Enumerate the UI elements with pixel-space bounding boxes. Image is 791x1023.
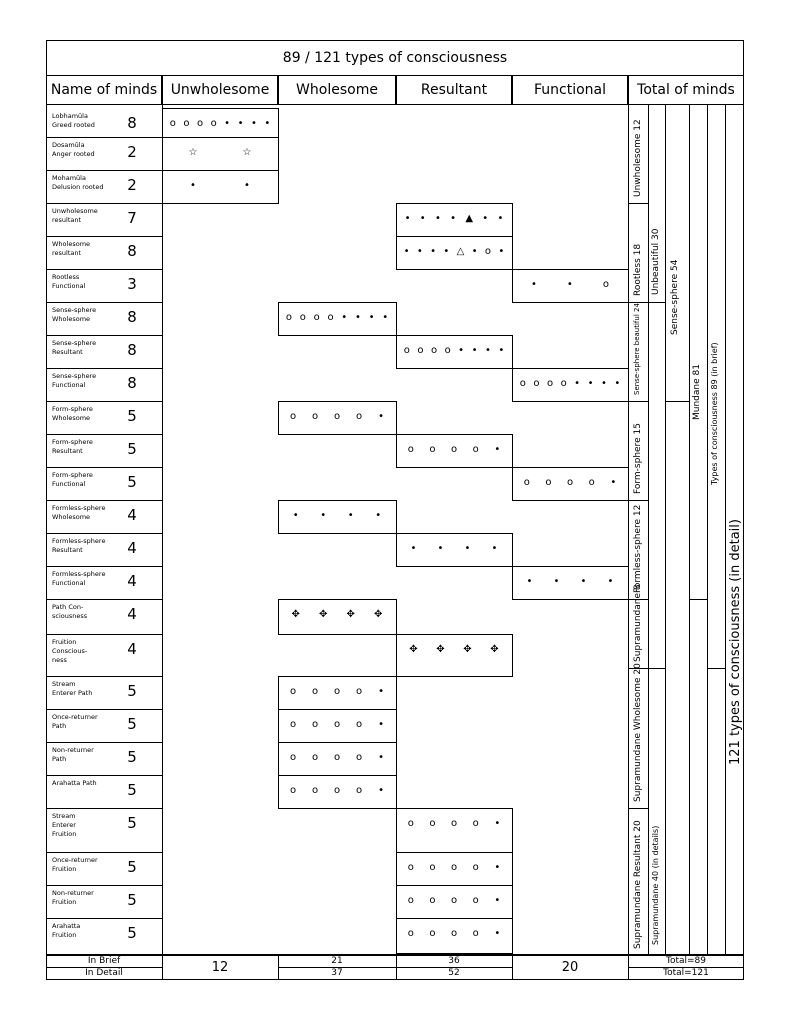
symbol-icon: • — [378, 752, 384, 763]
row-name-line: Form-sphere — [52, 471, 93, 479]
header-resultant: Resultant — [396, 75, 512, 105]
footer-in-brief-label: In Brief — [87, 956, 121, 966]
symbol-icon: o — [472, 444, 479, 455]
symbol-icon: • — [368, 312, 375, 323]
row-name-line: Formless-sphere — [52, 504, 106, 512]
footer-resultant-brief: 36 — [448, 956, 460, 966]
symbol-icon: o — [519, 378, 526, 389]
row-name-line: Functional — [52, 381, 86, 389]
group-label-supramundane: Supramundane 40 (in details) — [651, 825, 660, 945]
symbol-icon: • — [526, 576, 533, 587]
row-count: 4 — [127, 640, 137, 658]
symbol-icon: • — [471, 345, 478, 356]
symbol-icon: o — [334, 785, 341, 796]
row-count: 5 — [127, 473, 137, 491]
symbol-icon: • — [614, 378, 621, 389]
symbol-icon: o — [588, 477, 595, 488]
row-count: 5 — [127, 407, 137, 425]
symbol-icon: ▲ — [465, 213, 474, 224]
symbol-icon: • — [237, 118, 244, 129]
footer-total-detail: Total=121 — [663, 968, 709, 978]
row-count: 5 — [127, 814, 137, 832]
row-name-line: Greed rooted — [52, 121, 95, 129]
symbol-icon: o — [289, 719, 297, 730]
row-name-line: Path — [52, 722, 67, 730]
row-count: 8 — [127, 242, 137, 260]
symbol-icon: o — [407, 818, 414, 829]
symbol-icon: • — [378, 411, 384, 422]
row-name-line: Arahatta — [52, 922, 81, 930]
symbol-icon: • — [382, 312, 389, 323]
symbol-icon: o — [567, 477, 574, 488]
row-name-line: Arahatta Path — [52, 779, 97, 787]
group-label-unbeautiful: Unbeautiful 30 — [651, 228, 661, 295]
symbol-icon: • — [464, 543, 471, 554]
symbol-icon: o — [334, 752, 341, 763]
symbol-icon: • — [437, 543, 444, 554]
symbol-icon: ✥ — [374, 609, 383, 620]
symbol-icon: o — [545, 477, 552, 488]
row-name-line: Resultant — [52, 546, 83, 554]
group-label-c1: Formless-sphere 12 — [633, 504, 643, 593]
symbol-icon: o — [196, 118, 204, 129]
row-name-line: Once-returner — [52, 856, 98, 864]
row-name-line: Stream — [52, 680, 76, 688]
symbol-icon: • — [494, 818, 501, 829]
symbol-icon: o — [183, 118, 190, 129]
symbol-icon: o — [356, 411, 363, 422]
row-name-line: Sense-sphere — [52, 339, 97, 347]
symbol-icon: • — [580, 576, 587, 587]
symbol-icon: • — [482, 213, 489, 224]
symbol-icon: o — [289, 752, 297, 763]
symbol-icon: ☆ — [188, 147, 198, 158]
symbol-icon: • — [450, 213, 457, 224]
symbol-icon: ✥ — [346, 609, 355, 620]
symbol-icon: o — [210, 118, 217, 129]
row-count: 8 — [127, 308, 137, 326]
symbol-icon: • — [354, 312, 361, 323]
row-count: 4 — [127, 572, 137, 590]
symbol-icon: • — [410, 543, 417, 554]
row-name-line: Stream — [52, 812, 76, 820]
symbol-icon: • — [494, 862, 501, 873]
header-name: Name of minds — [46, 75, 162, 105]
row-name-line: Sense-sphere — [52, 372, 97, 380]
row-name-line: resultant — [52, 249, 82, 257]
row-name-line: Fruition — [52, 638, 77, 646]
row-name-line: Resultant — [52, 348, 83, 356]
table-title: 89 / 121 types of consciousness — [46, 40, 744, 75]
group-label-c1: Rootless 18 — [633, 243, 643, 296]
header-unwholesome: Unwholesome — [162, 75, 278, 105]
symbol-icon: o — [289, 686, 297, 697]
footer-total-brief: Total=89 — [665, 956, 706, 966]
symbol-icon: o — [356, 752, 363, 763]
row-name-line: Conscious- — [52, 647, 88, 655]
row-name-line: Fruition — [52, 830, 77, 838]
row-count: 3 — [127, 275, 137, 293]
symbol-icon: o — [285, 312, 292, 323]
row-count: 5 — [127, 682, 137, 700]
symbol-icon: o — [299, 312, 306, 323]
group-label-c1: Supramundane 8 — [633, 584, 643, 662]
symbol-icon: • — [610, 477, 617, 488]
symbol-icon: • — [497, 213, 504, 224]
symbol-icon: • — [375, 510, 382, 521]
symbol-icon: • — [419, 213, 426, 224]
row-count: 4 — [127, 605, 137, 623]
symbol-icon: o — [429, 862, 436, 873]
group-label-detail: 121 types of consciousness (in detail) — [728, 519, 743, 765]
row-name-line: Enterer Path — [52, 689, 93, 697]
symbol-icon: o — [560, 378, 567, 389]
symbol-icon: • — [494, 444, 501, 455]
row-count: 4 — [127, 539, 137, 557]
symbol-icon: o — [311, 411, 319, 422]
symbol-icon: o — [451, 895, 458, 906]
symbol-icon: • — [458, 345, 465, 356]
row-count: 4 — [127, 506, 137, 524]
row-count: 5 — [127, 858, 137, 876]
symbol-icon: • — [434, 213, 441, 224]
row-count: 5 — [127, 440, 137, 458]
symbol-icon: • — [224, 118, 231, 129]
row-name-line: Wholesome — [52, 513, 91, 521]
symbol-icon: o — [311, 785, 319, 796]
symbol-icon: o — [430, 345, 438, 356]
symbol-icon: o — [311, 719, 319, 730]
symbol-icon: • — [378, 686, 384, 697]
symbol-icon: o — [334, 686, 341, 697]
row-name-line: Formless-sphere — [52, 570, 106, 578]
symbol-icon: • — [498, 345, 505, 356]
row-name-line: sciousness — [52, 612, 88, 620]
symbol-icon: • — [190, 180, 196, 191]
symbol-icon: o — [451, 928, 458, 939]
row-name-line: Functional — [52, 579, 86, 587]
symbol-icon: o — [311, 752, 319, 763]
row-name-line: Wholesome — [52, 240, 91, 248]
row-name-line: Non-returner — [52, 746, 94, 754]
symbol-icon: o — [311, 686, 319, 697]
symbol-icon: ✥ — [409, 644, 418, 655]
symbol-icon: • — [404, 213, 411, 224]
symbol-icon: o — [417, 345, 424, 356]
row-count: 5 — [127, 891, 137, 909]
row-name-line: Non-returner — [52, 889, 94, 897]
symbol-icon: • — [553, 576, 560, 587]
symbol-icon: • — [587, 378, 594, 389]
symbol-icon: o — [523, 477, 530, 488]
group-label-c1: Sense-sphere beautiful 24 — [633, 303, 641, 395]
row-name-line: Enterer — [52, 821, 76, 829]
row-count: 7 — [127, 209, 137, 227]
symbol-icon: o — [472, 862, 479, 873]
row-name-line: Lobhamūla — [52, 112, 88, 120]
row-name-line: Delusion rooted — [52, 183, 104, 191]
row-name-line: Sense-sphere — [52, 306, 97, 314]
row-count: 8 — [127, 341, 137, 359]
symbol-icon: o — [313, 312, 320, 323]
symbol-icon: o — [327, 312, 334, 323]
symbol-icon: o — [472, 818, 479, 829]
symbol-icon: o — [602, 279, 609, 290]
group-label-c1: Supramundane Resultant 20 — [633, 820, 643, 949]
symbol-icon: △ — [456, 246, 465, 257]
symbol-icon: • — [600, 378, 607, 389]
symbol-icon: • — [494, 928, 501, 939]
symbol-icon: ✥ — [436, 644, 445, 655]
footer-in-detail-label: In Detail — [85, 968, 123, 978]
row-name-line: Form-sphere — [52, 405, 93, 413]
symbol-icon: o — [169, 118, 176, 129]
symbol-icon: • — [378, 785, 384, 796]
symbol-icon: • — [341, 312, 348, 323]
row-count: 2 — [127, 176, 137, 194]
symbol-icon: o — [472, 895, 479, 906]
header-functional: Functional — [512, 75, 628, 105]
symbol-icon: • — [244, 180, 250, 191]
symbol-icon: o — [484, 246, 491, 257]
symbol-icon: • — [292, 510, 299, 521]
row-name-line: Formless-sphere — [52, 537, 106, 545]
symbol-icon: • — [494, 895, 501, 906]
header-wholesome: Wholesome — [278, 75, 396, 105]
row-count: 5 — [127, 748, 137, 766]
symbol-icon: o — [429, 818, 436, 829]
row-count: 2 — [127, 143, 137, 161]
symbol-icon: o — [546, 378, 554, 389]
symbol-icon: ✥ — [463, 644, 472, 655]
symbol-icon: o — [289, 785, 297, 796]
row-name-line: ness — [52, 656, 67, 664]
group-label-sense-sphere: Sense-sphere 54 — [670, 259, 680, 335]
symbol-icon: • — [320, 510, 327, 521]
footer-wholesome-detail: 37 — [331, 968, 343, 978]
symbol-icon: o — [407, 444, 414, 455]
symbol-icon: • — [250, 118, 257, 129]
symbol-icon: o — [356, 785, 363, 796]
footer-functional-total: 20 — [561, 960, 579, 975]
symbol-icon: o — [533, 378, 540, 389]
symbol-icon: • — [403, 246, 410, 257]
symbol-icon: o — [289, 411, 297, 422]
row-name-line: Rootless — [52, 273, 80, 281]
symbol-icon: • — [416, 246, 423, 257]
symbol-icon: o — [451, 818, 458, 829]
row-name-line: Anger rooted — [52, 150, 95, 158]
symbol-icon: • — [531, 279, 537, 290]
group-label-mundane: Mundane 81 — [692, 364, 702, 420]
symbol-icon: o — [451, 444, 458, 455]
symbol-icon: • — [347, 510, 354, 521]
row-name-line: Once-returner — [52, 713, 98, 721]
symbol-icon: • — [378, 719, 384, 730]
row-name-line: Fruition — [52, 898, 77, 906]
row-name-line: Resultant — [52, 447, 83, 455]
row-count: 8 — [127, 114, 137, 132]
symbol-icon: • — [566, 279, 573, 290]
symbol-icon: o — [451, 862, 458, 873]
symbol-icon: • — [491, 543, 498, 554]
symbol-icon: o — [356, 686, 363, 697]
row-count: 8 — [127, 374, 137, 392]
symbol-icon: • — [443, 246, 450, 257]
row-name-line: Dosamūla — [52, 141, 85, 149]
row-count: 5 — [127, 924, 137, 942]
symbol-icon: • — [574, 378, 581, 389]
row-name-line: Fruition — [52, 865, 77, 873]
header-total: Total of minds — [628, 75, 744, 105]
symbol-icon: • — [471, 246, 478, 257]
row-name-line: Wholesome — [52, 414, 91, 422]
footer-unwholesome-total: 12 — [211, 960, 229, 975]
symbol-icon: • — [607, 576, 614, 587]
symbol-icon: o — [356, 719, 363, 730]
group-label-brief: Types of consciousness 89 (in brief) — [710, 342, 719, 485]
row-name-line: resultant — [52, 216, 82, 224]
symbol-icon: ✥ — [319, 609, 328, 620]
table-frame — [46, 105, 744, 955]
symbol-icon: o — [444, 345, 451, 356]
symbol-icon: • — [484, 345, 491, 356]
symbol-icon: o — [429, 444, 436, 455]
group-label-c1: Form-sphere 15 — [633, 423, 643, 494]
symbol-icon: • — [498, 246, 505, 257]
symbol-icon: • — [430, 246, 437, 257]
row-name-line: Functional — [52, 480, 86, 488]
row-name-line: Unwholesome — [52, 207, 98, 215]
row-count: 5 — [127, 715, 137, 733]
footer-resultant-detail: 52 — [448, 968, 460, 978]
row-name-line: Form-sphere — [52, 438, 93, 446]
symbol-icon: o — [334, 411, 341, 422]
symbol-icon: ☆ — [242, 147, 252, 158]
symbol-icon: o — [407, 928, 414, 939]
row-name-line: Mohamūla — [52, 174, 86, 182]
symbol-icon: o — [403, 345, 410, 356]
row-name-line: Functional — [52, 282, 86, 290]
symbol-icon: • — [264, 118, 271, 129]
symbol-icon: ✥ — [490, 644, 499, 655]
row-name-line: Path — [52, 755, 67, 763]
symbol-icon: o — [429, 928, 436, 939]
row-name-line: Fruition — [52, 931, 77, 939]
symbol-icon: o — [429, 895, 436, 906]
symbol-icon: o — [407, 862, 414, 873]
symbol-icon: o — [472, 928, 479, 939]
group-label-c1: Supramundane Wholesome 20 — [633, 663, 643, 802]
footer-wholesome-brief: 21 — [331, 956, 343, 966]
symbol-icon: o — [334, 719, 341, 730]
row-count: 5 — [127, 781, 137, 799]
symbol-icon: ✥ — [291, 609, 300, 620]
group-label-c1: Unwholesome 12 — [633, 119, 643, 197]
row-name-line: Wholesome — [52, 315, 91, 323]
symbol-icon: o — [407, 895, 414, 906]
row-name-line: Path Con- — [52, 603, 84, 611]
